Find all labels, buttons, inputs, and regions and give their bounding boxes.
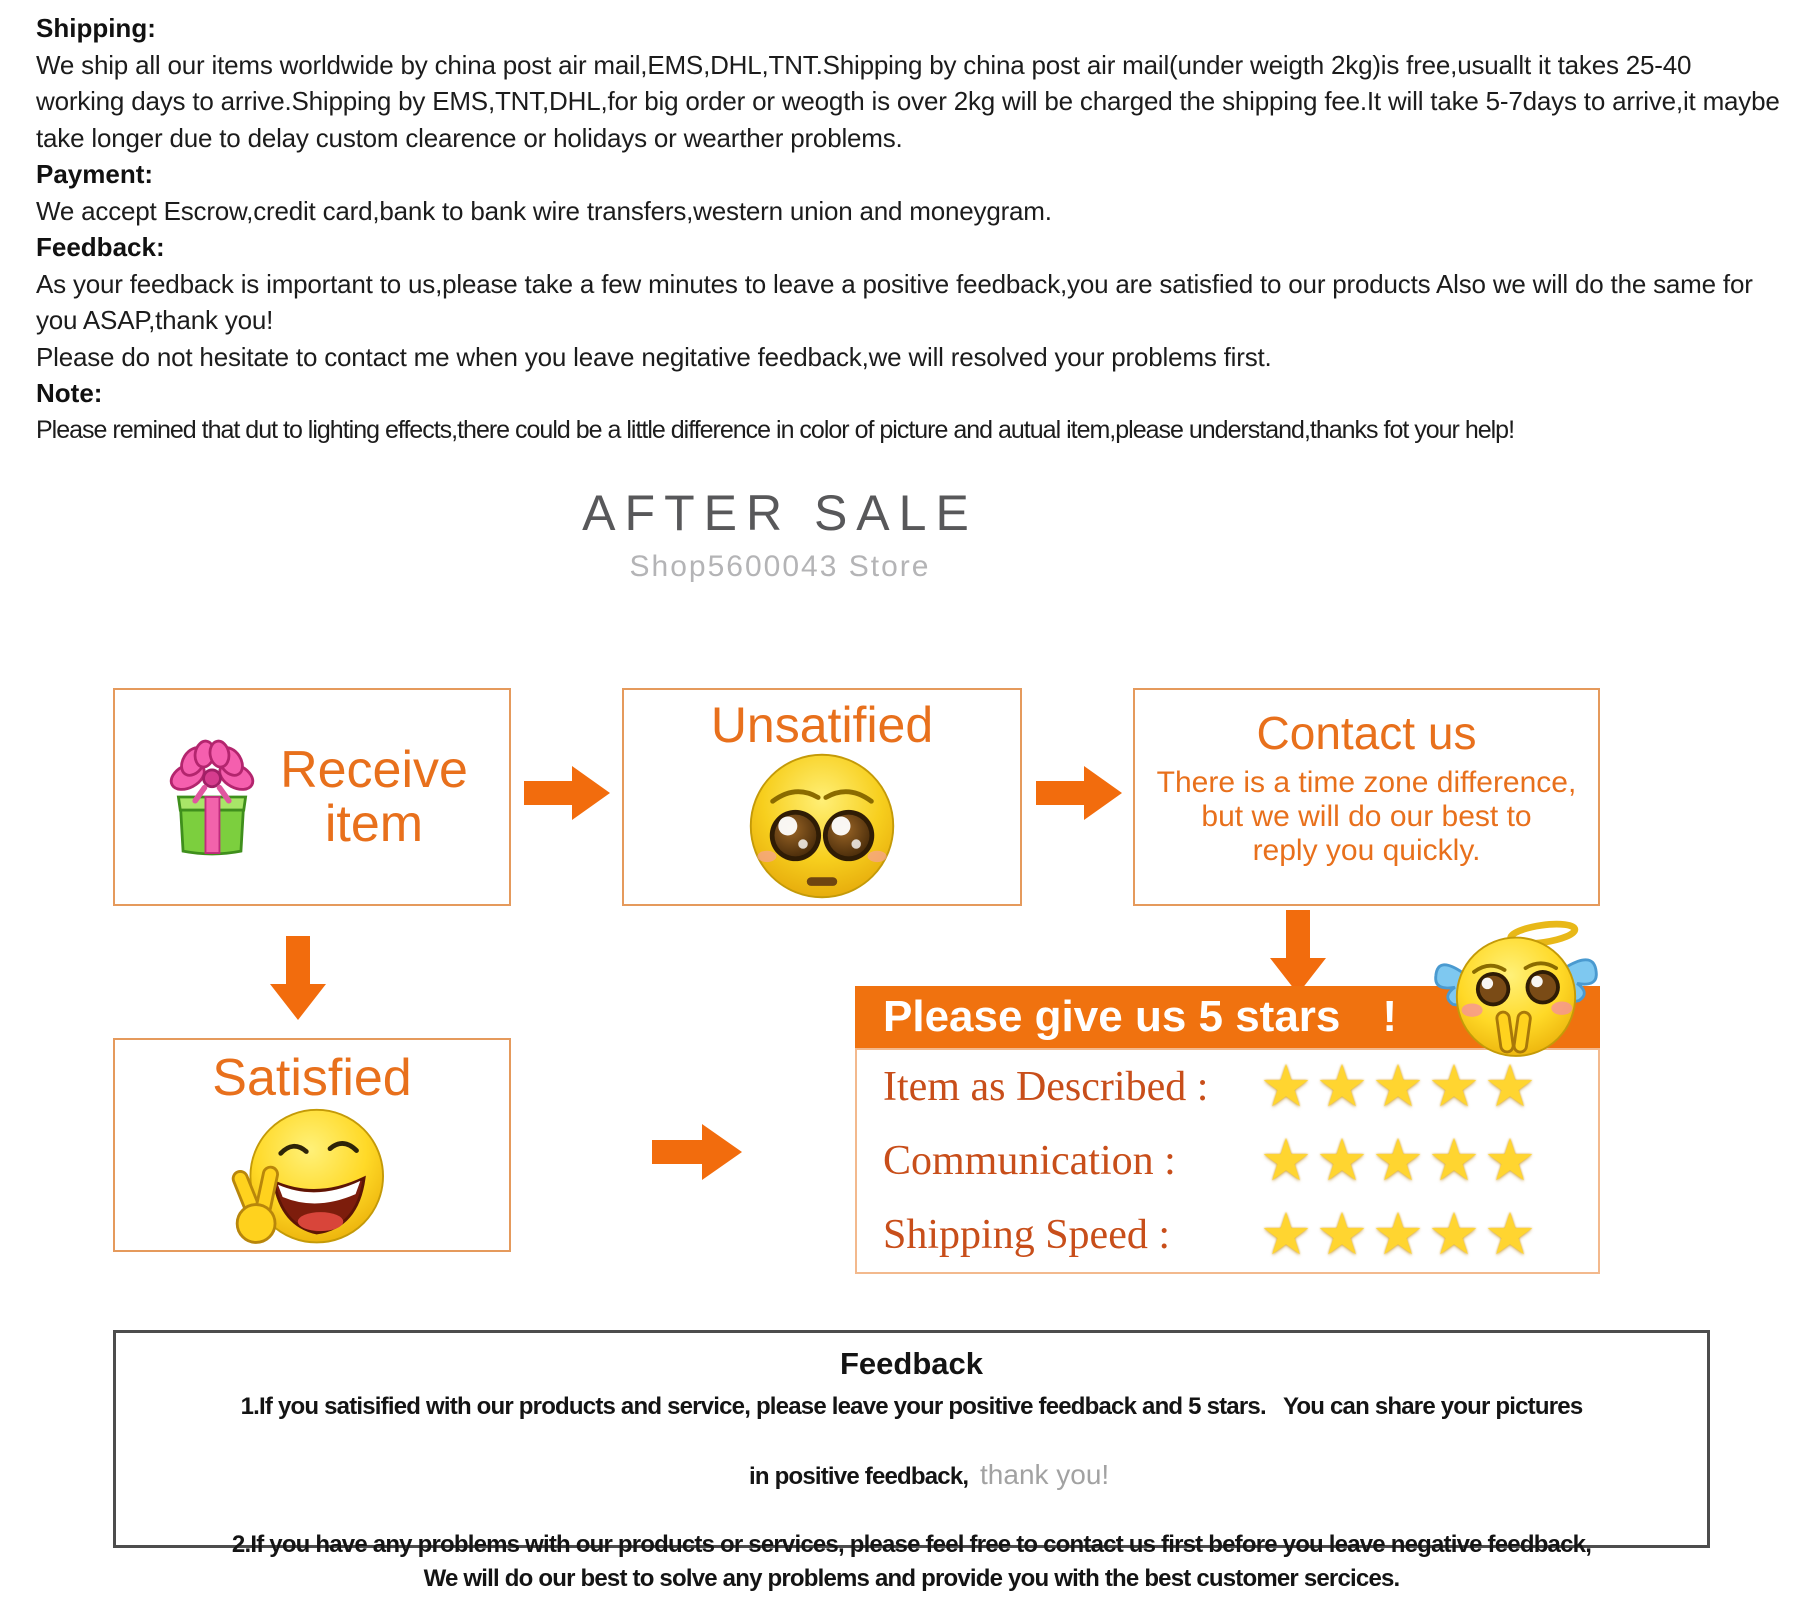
ratings-panel [855, 1048, 1600, 1274]
rating-label: Shipping Speed : [883, 1212, 1171, 1258]
contact-text-line-3: reply you quickly. [1252, 834, 1481, 867]
sad-emoji-icon [746, 750, 898, 902]
thank-you-text: thank you! [980, 1459, 1110, 1490]
note-heading: Note: [36, 378, 103, 408]
arrow-right-icon [524, 764, 612, 822]
contact-us-label: Contact us [1256, 707, 1477, 759]
arrow-right-icon [1036, 764, 1124, 822]
arrow-right-icon [652, 1122, 744, 1182]
note-paragraph: Please remined that dut to lighting effects,there could be a little difference in color of picture and autual item,please understand,thanks fot your help! [36, 415, 1515, 444]
satisfied-label: Satisfied [212, 1049, 412, 1107]
rating-row-shipping-speed [857, 1198, 1598, 1272]
gift-icon [156, 733, 268, 861]
contact-text-line-2: but we will do our best to [1201, 800, 1532, 833]
feedback-paragraph-2: Please do not hesitate to contact me when you leave negitative feedback,we will resolved your problems first. [36, 341, 1272, 372]
five-star-icons: ★★★★★ [1260, 1128, 1540, 1193]
rating-label: Item as Described : [883, 1064, 1209, 1110]
shipping-heading: Shipping: [36, 13, 156, 43]
after-sale-title: AFTER SALE [582, 485, 978, 541]
feedback-paragraph-1: As your feedback is important to us,please take a few minutes to leave a positive feedback,you are satisfied to our products Also we will do the same for you ASAP,thank you! [36, 268, 1753, 335]
contact-text-line-1: There is a time zone difference, [1156, 766, 1577, 799]
feedback-box-title: Feedback [839, 1346, 983, 1381]
arrow-down-icon [268, 936, 328, 1022]
receive-item-label [280, 743, 468, 851]
satisfied-box [113, 1038, 511, 1252]
feedback-note-line-3: 2.If you have any problems with our products or services, please feel free to contact us first before you leave negative feedback, [231, 1531, 1592, 1558]
store-name: Shop5600043 Store [629, 550, 931, 583]
happy-emoji-icon [222, 1104, 402, 1254]
banner-exclaim: ! [1382, 992, 1398, 1041]
unsatisfied-box [622, 688, 1022, 906]
after-sale-header [420, 484, 1140, 584]
feedback-line2-prefix: in positive feedback, [749, 1463, 981, 1490]
feedback-note-line-4: We will do our best to solve any problems and provide you with the best customer sercices. [423, 1565, 1400, 1592]
receive-item-box [113, 688, 511, 906]
rating-label: Communication : [883, 1138, 1176, 1184]
contact-us-box [1133, 688, 1600, 906]
feedback-note-line-1: 1.If you satisified with our products and service, please leave your positive feedback and 5 stars. You can share your pictures [240, 1393, 1583, 1420]
arrow-down-icon [1268, 910, 1328, 996]
seller-info-text [36, 10, 1784, 448]
feedback-heading: Feedback: [36, 232, 165, 262]
five-star-icons: ★★★★★ [1260, 1054, 1540, 1119]
feedback-note-box [113, 1330, 1710, 1592]
item-word: item [324, 795, 424, 853]
feedback-note-line-2 [134, 1424, 1689, 1528]
payment-paragraph: We accept Escrow,credit card,bank to bank wire transfers,western union and moneygram. [36, 195, 1052, 226]
banner-text: Please give us 5 stars [883, 992, 1341, 1041]
payment-heading: Payment: [36, 159, 154, 189]
receive-word: Receive [280, 741, 468, 799]
five-star-icons: ★★★★★ [1260, 1202, 1540, 1267]
rating-row-communication [857, 1124, 1598, 1198]
unsatisfied-label: Unsatified [710, 697, 934, 753]
angel-emoji-icon [1432, 918, 1600, 1066]
shipping-paragraph: We ship all our items worldwide by china post air mail,EMS,DHL,TNT.Shipping by china post air mail(under weigth 2kg)is free,usuallt it takes 25-40 working days to arrive.Shipping by EMS,TNT,DHL,for big order or weogth is over 2kg will be charged the shipping fee.It will take 5-7days to arrive,it maybe take longer due to delay custom clearence or holidays or wearther problems. [36, 49, 1780, 153]
